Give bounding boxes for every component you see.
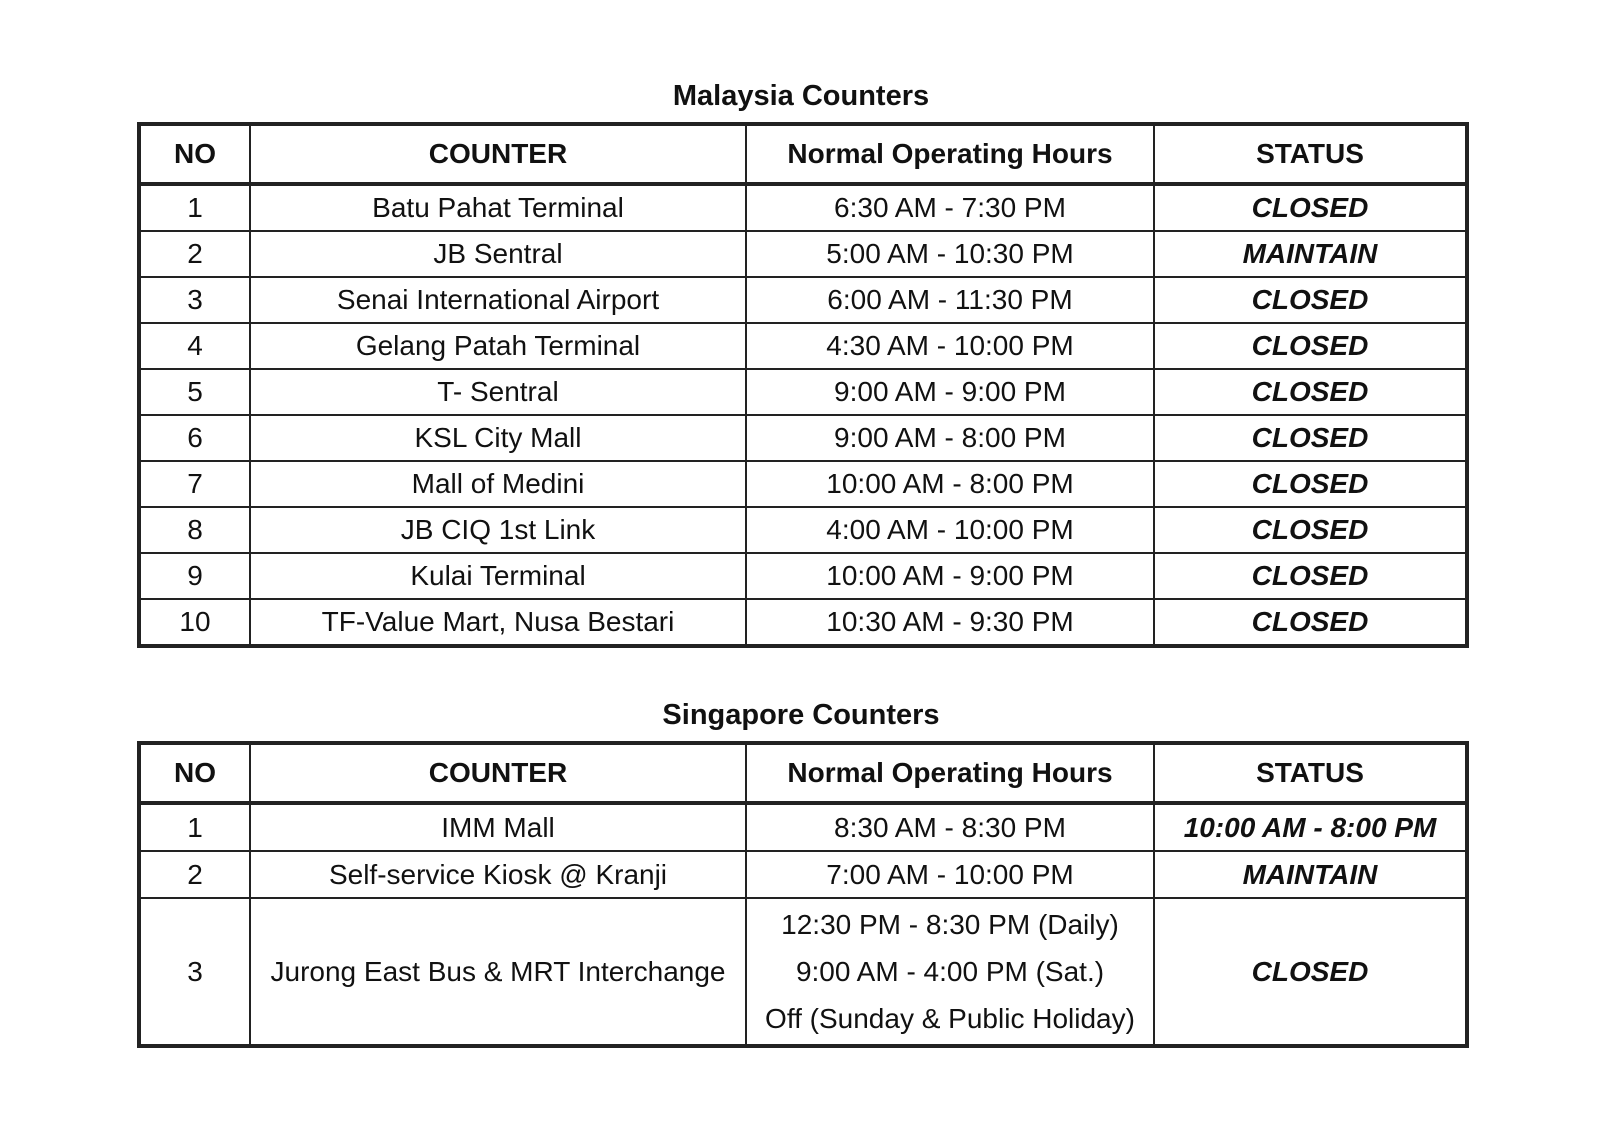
cell-counter: Gelang Patah Terminal [250, 323, 746, 369]
cell-no: 4 [139, 323, 250, 369]
cell-no: 10 [139, 599, 250, 646]
table-row [139, 231, 1467, 277]
cell-counter: Self-service Kiosk @ Kranji [250, 851, 746, 898]
cell-counter: Kulai Terminal [250, 553, 746, 599]
cell-status: CLOSED [1154, 369, 1467, 415]
hours-line-daily: 12:30 PM - 8:30 PM (Daily) [781, 909, 1119, 940]
header-no: NO [139, 124, 250, 184]
table-row [139, 599, 1467, 646]
cell-no: 7 [139, 461, 250, 507]
cell-hours: 10:30 AM - 9:30 PM [746, 599, 1154, 646]
cell-counter: JB CIQ 1st Link [250, 507, 746, 553]
cell-no: 2 [139, 851, 250, 898]
cell-status: CLOSED [1154, 553, 1467, 599]
table-row [139, 323, 1467, 369]
cell-status: CLOSED [1154, 323, 1467, 369]
header-status: STATUS [1154, 743, 1467, 803]
cell-status: CLOSED [1154, 184, 1467, 231]
cell-counter: Senai International Airport [250, 277, 746, 323]
cell-hours: 4:30 AM - 10:00 PM [746, 323, 1154, 369]
cell-hours: 9:00 AM - 9:00 PM [746, 369, 1154, 415]
cell-hours: 10:00 AM - 9:00 PM [746, 553, 1154, 599]
cell-no: 5 [139, 369, 250, 415]
singapore-counters-title: Singapore Counters [662, 699, 940, 731]
header-hours: Normal Operating Hours [746, 124, 1154, 184]
cell-status: CLOSED [1154, 277, 1467, 323]
header-status: STATUS [1154, 124, 1467, 184]
cell-no: 8 [139, 507, 250, 553]
cell-hours [746, 898, 1154, 1046]
header-counter: COUNTER [250, 743, 746, 803]
header-no: NO [139, 743, 250, 803]
cell-hours: 8:30 AM - 8:30 PM [746, 803, 1154, 851]
cell-no: 6 [139, 415, 250, 461]
malaysia-counters-title: Malaysia Counters [672, 80, 930, 112]
table-row [139, 277, 1467, 323]
cell-counter: TF-Value Mart, Nusa Bestari [250, 599, 746, 646]
table-row [139, 461, 1467, 507]
table-row [139, 369, 1467, 415]
header-counter: COUNTER [250, 124, 746, 184]
cell-status: 10:00 AM - 8:00 PM [1154, 803, 1467, 851]
cell-hours: 9:00 AM - 8:00 PM [746, 415, 1154, 461]
cell-no: 9 [139, 553, 250, 599]
cell-hours: 5:00 AM - 10:30 PM [746, 231, 1154, 277]
cell-hours: 10:00 AM - 8:00 PM [746, 461, 1154, 507]
cell-status: CLOSED [1154, 415, 1467, 461]
table-row [139, 553, 1467, 599]
hours-line-saturday: 9:00 AM - 4:00 PM (Sat.) [795, 956, 1105, 987]
cell-status: CLOSED [1154, 461, 1467, 507]
cell-counter: IMM Mall [250, 803, 746, 851]
cell-no: 3 [139, 898, 250, 1046]
cell-no: 1 [139, 184, 250, 231]
cell-status: CLOSED [1154, 507, 1467, 553]
malaysia-counters-table [137, 122, 1469, 648]
cell-counter: T- Sentral [250, 369, 746, 415]
header-hours: Normal Operating Hours [746, 743, 1154, 803]
table-row [139, 898, 1467, 1046]
cell-status: MAINTAIN [1154, 231, 1467, 277]
table-row [139, 415, 1467, 461]
cell-no: 3 [139, 277, 250, 323]
cell-counter: KSL City Mall [250, 415, 746, 461]
table-row [139, 803, 1467, 851]
singapore-counters-table [137, 741, 1469, 1048]
cell-status: CLOSED [1154, 898, 1467, 1046]
cell-counter: Mall of Medini [250, 461, 746, 507]
cell-no: 2 [139, 231, 250, 277]
cell-counter: Jurong East Bus & MRT Interchange [250, 898, 746, 1046]
hours-line-off: Off (Sunday & Public Holiday) [765, 1003, 1135, 1034]
cell-hours: 7:00 AM - 10:00 PM [746, 851, 1154, 898]
table-row [139, 851, 1467, 898]
table-row [139, 184, 1467, 231]
table-header-row [139, 124, 1467, 184]
cell-hours: 6:30 AM - 7:30 PM [746, 184, 1154, 231]
cell-no: 1 [139, 803, 250, 851]
cell-counter: Batu Pahat Terminal [250, 184, 746, 231]
table-header-row [139, 743, 1467, 803]
cell-hours: 6:00 AM - 11:30 PM [746, 277, 1154, 323]
cell-hours: 4:00 AM - 10:00 PM [746, 507, 1154, 553]
table-row [139, 507, 1467, 553]
cell-status: CLOSED [1154, 599, 1467, 646]
cell-status: MAINTAIN [1154, 851, 1467, 898]
cell-counter: JB Sentral [250, 231, 746, 277]
